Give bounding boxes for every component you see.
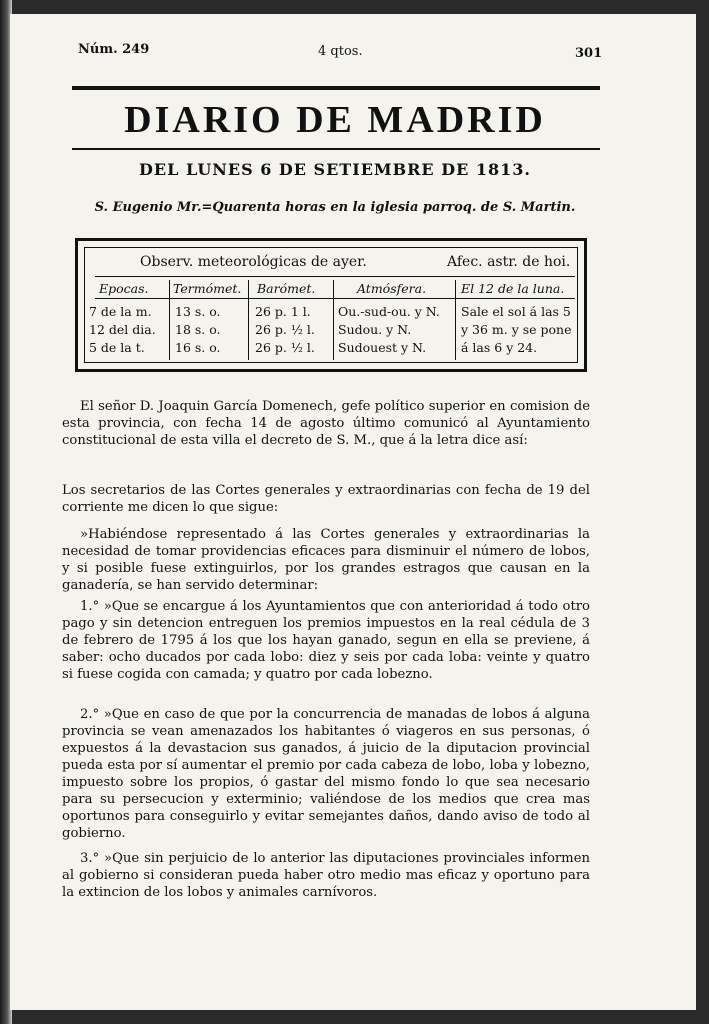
astro-line: á las 6 y 24. bbox=[461, 340, 538, 355]
astro-line: Sale el sol á las 5 bbox=[461, 304, 571, 319]
page-number: 301 bbox=[575, 46, 603, 61]
article-paragraph bbox=[62, 706, 590, 842]
row-atmos: Ou.-sud-ou. y N. bbox=[338, 304, 440, 319]
row-termo: 13 s. o. bbox=[175, 304, 221, 319]
article-decree-item-1: 1.° »Que se encargue á los Ayuntamientos que con anterioridad á todo otro pago y sin detencion entreguen los premios impuestos en la real cédula de 3 de febrero de 1795 á los que los hayan ganado, segun en ella se previene, á saber: ocho ducados por cada lobo: diez y seis por cada loba: veinte y quatro si fuese cogida con camada; y quatro por cada lobezno. bbox=[62, 599, 590, 682]
issue-date: DEL LUNES 6 DE SETIEMBRE DE 1813. bbox=[139, 160, 531, 179]
astro-line: y 36 m. y se pone bbox=[461, 322, 572, 337]
article-paragraph bbox=[62, 850, 590, 901]
column-divider bbox=[455, 280, 456, 360]
row-epoca: 7 de la m. bbox=[89, 304, 152, 319]
weather-title: Observ. meteorológicas de ayer. bbox=[140, 254, 367, 270]
article-paragraph bbox=[62, 598, 590, 683]
astro-title: Afec. astr. de hoi. bbox=[447, 254, 571, 270]
article-decree-intro: Los secretarios de las Cortes generales y extraordinarias con fecha de 19 del corriente me dicen lo que sigue: bbox=[62, 483, 590, 515]
article-paragraph bbox=[62, 482, 590, 516]
table-header-rule bbox=[95, 276, 575, 277]
article-paragraph bbox=[62, 398, 590, 449]
newspaper-title: DIARIO DE MADRID bbox=[124, 99, 546, 141]
row-baro: 26 p. ½ l. bbox=[255, 322, 315, 337]
col-header-luna: El 12 de la luna. bbox=[461, 281, 565, 296]
title-rule-top bbox=[72, 86, 600, 90]
row-baro: 26 p. ½ l. bbox=[255, 340, 315, 355]
column-divider bbox=[333, 280, 334, 360]
section-mark: 4 qtos. bbox=[318, 44, 363, 59]
column-divider bbox=[248, 280, 249, 360]
column-divider bbox=[169, 280, 170, 360]
col-header-barometro: Barómet. bbox=[257, 281, 316, 296]
weather-table bbox=[75, 238, 587, 372]
col-header-atmosfera: Atmósfera. bbox=[357, 281, 427, 296]
saint-of-day: S. Eugenio Mr.=Quarenta horas en la iglesia parroq. de S. Martin. bbox=[94, 200, 576, 215]
col-header-epocas: Epocas. bbox=[99, 281, 149, 296]
row-epoca: 5 de la t. bbox=[89, 340, 145, 355]
row-atmos: Sudouest y N. bbox=[338, 340, 427, 355]
article-paragraph bbox=[62, 526, 590, 594]
article-decree-item-3: 3.° »Que sin perjuicio de lo anterior las diputaciones provinciales informen al gobierno si consideran pueda haber otro medio mas eficaz y oportuno para la extincion de los lobos y animales carnívoros. bbox=[62, 851, 590, 900]
row-epoca: 12 del dia. bbox=[89, 322, 156, 337]
row-atmos: Sudou. y N. bbox=[338, 322, 412, 337]
issue-number: Núm. 249 bbox=[78, 42, 150, 57]
title-rule-bottom bbox=[72, 148, 600, 150]
row-baro: 26 p. 1 l. bbox=[255, 304, 311, 319]
table-column-rule bbox=[95, 298, 575, 299]
row-termo: 16 s. o. bbox=[175, 340, 221, 355]
col-header-termometro: Termómet. bbox=[173, 281, 242, 296]
article-decree-preamble: »Habiéndose representado á las Cortes generales y extraordinarias la necesidad de tomar providencias eficaces para disminuir el número de lobos, y si posible fuese extinguirlos, por los grandes estragos que causan en la ganadería, se han servido determinar: bbox=[62, 527, 590, 593]
article-intro: El señor D. Joaquin García Domenech, gefe político superior en comision de esta provincia, con fecha 14 de agosto último comunicó al Ayuntamiento constitucional de esta villa el decreto de S. M., que á la letra dice así: bbox=[62, 399, 590, 448]
article-decree-item-2: 2.° »Que en caso de que por la concurrencia de manadas de lobos á alguna provincia se vean amenazados los habitantes ó viageros en sus personas, ó expuestos á la devastacion sus ganados, á juicio de la diputacion provincial pueda esta por sí aumentar el premio por cada cabeza de lobo, loba y lobezno, impuesto sobre los propios, ó gastar del mismo fondo lo que sea necesario para su persecucion y exterminio; valiéndose de los medios que crea mas oportunos para conseguirlo y evitar semejantes daños, dando aviso de todo al gobierno. bbox=[62, 707, 590, 841]
row-termo: 18 s. o. bbox=[175, 322, 221, 337]
